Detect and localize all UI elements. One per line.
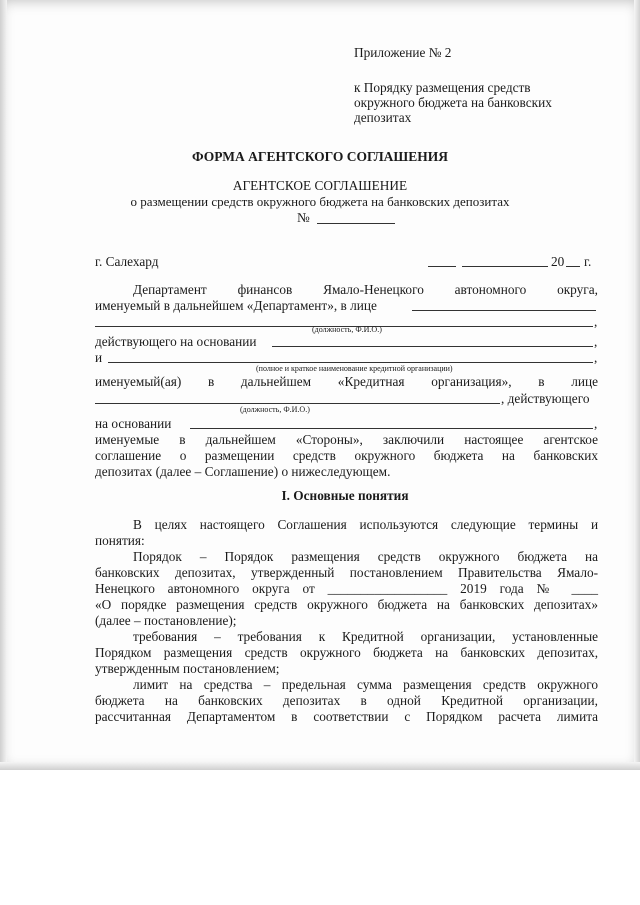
section-paragraph-line: банковских депозитах, утвержденный постановлением Правительства Ямало-	[95, 565, 599, 580]
date-month-blank	[462, 266, 548, 267]
preamble-line: на основании	[95, 416, 172, 431]
city: г. Салехард	[95, 254, 159, 269]
section-paragraph-line: «О порядке размещения средств окружного бюджета на банковских депозитах»	[95, 597, 598, 612]
appendix-number: Приложение № 2	[354, 45, 452, 60]
date-year-blank	[566, 266, 580, 267]
appendix-ref-line: депозитах	[354, 110, 412, 125]
agreement-title: АГЕНТСКОЕ СОГЛАШЕНИЕ	[232, 178, 408, 193]
section-title: I. Основные понятия	[281, 488, 409, 503]
preamble-line: именуемые в дальнейшем «Стороны», заключили настоящее агентское	[95, 432, 598, 447]
page-edge-left	[0, 0, 7, 770]
preamble-line: Департамент финансов Ямало-Ненецкого автономного округа,	[133, 282, 598, 297]
page-edge-right	[634, 0, 640, 770]
agreement-number-blank	[317, 223, 395, 224]
credit-representative-blank	[95, 403, 500, 404]
comma: ,	[594, 334, 598, 349]
section-paragraph-line: лимит на средства – предельная сумма размещения средств окружного	[133, 677, 599, 692]
section-paragraph-line: В целях настоящего Соглашения используются следующие термины и	[133, 517, 599, 532]
credit-org-blank	[108, 362, 593, 363]
section-paragraph-line: Порядок – Порядок размещения средств окружного бюджета на	[133, 549, 599, 564]
hint-position-name: (должность, Ф.И.О.)	[312, 325, 382, 334]
preamble-line: , действующего	[501, 391, 590, 406]
page-edge-bottom	[0, 762, 640, 770]
comma: ,	[594, 314, 598, 329]
basis-blank	[272, 346, 593, 347]
section-paragraph-line: бюджета на банковских депозитах в одной Кредитной организации,	[95, 693, 598, 708]
section-paragraph-line: рассчитанная Департаментом в соответствии с Порядком расчета лимита	[95, 709, 599, 724]
comma: ,	[594, 350, 598, 365]
section-paragraph-line: утвержденным постановлением;	[95, 661, 280, 676]
agreement-number-label: №	[297, 210, 310, 225]
agreement-subtitle: о размещении средств окружного бюджета на банковских депозитах	[130, 194, 510, 209]
comma: ,	[594, 416, 598, 431]
representative-blank	[412, 310, 596, 311]
preamble-line: именуемый(ая) в дальнейшем «Кредитная организация», в лице	[95, 374, 598, 389]
preamble-line: именуемый в дальнейшем «Департамент», в лице	[95, 298, 377, 313]
section-paragraph-line: Порядком размещения средств окружного бюджета на банковских депозитах,	[95, 645, 599, 660]
credit-basis-blank	[190, 428, 593, 429]
date-year-prefix: 20	[551, 254, 565, 269]
section-paragraph-line: требования – требования к Кредитной организации, установленные	[133, 629, 599, 644]
hint-position-name-2: (должность, Ф.И.О.)	[240, 405, 310, 414]
date-year-suffix: г.	[584, 254, 592, 269]
date-day-blank	[428, 266, 456, 267]
preamble-line: депозитах (далее – Соглашение) о нижеследующем.	[95, 464, 391, 479]
preamble-line: соглашение о размещении средств окружного бюджета на банковских	[95, 448, 599, 463]
section-paragraph-line: понятия:	[95, 533, 145, 548]
preamble-line: действующего на основании	[95, 334, 257, 349]
appendix-ref-line: окружного бюджета на банковских	[354, 95, 552, 110]
appendix-ref-line: к Порядку размещения средств	[354, 80, 531, 95]
section-paragraph-line: (далее – постановление);	[95, 613, 237, 628]
form-title: ФОРМА АГЕНТСКОГО СОГЛАШЕНИЯ	[192, 149, 448, 164]
hint-credit-org: (полное и краткое наименование кредитной организации)	[256, 364, 453, 373]
preamble-line: и	[95, 350, 103, 365]
section-paragraph-line: Ненецкого автономного округа от __________________ 2019 года № ____	[95, 581, 599, 596]
